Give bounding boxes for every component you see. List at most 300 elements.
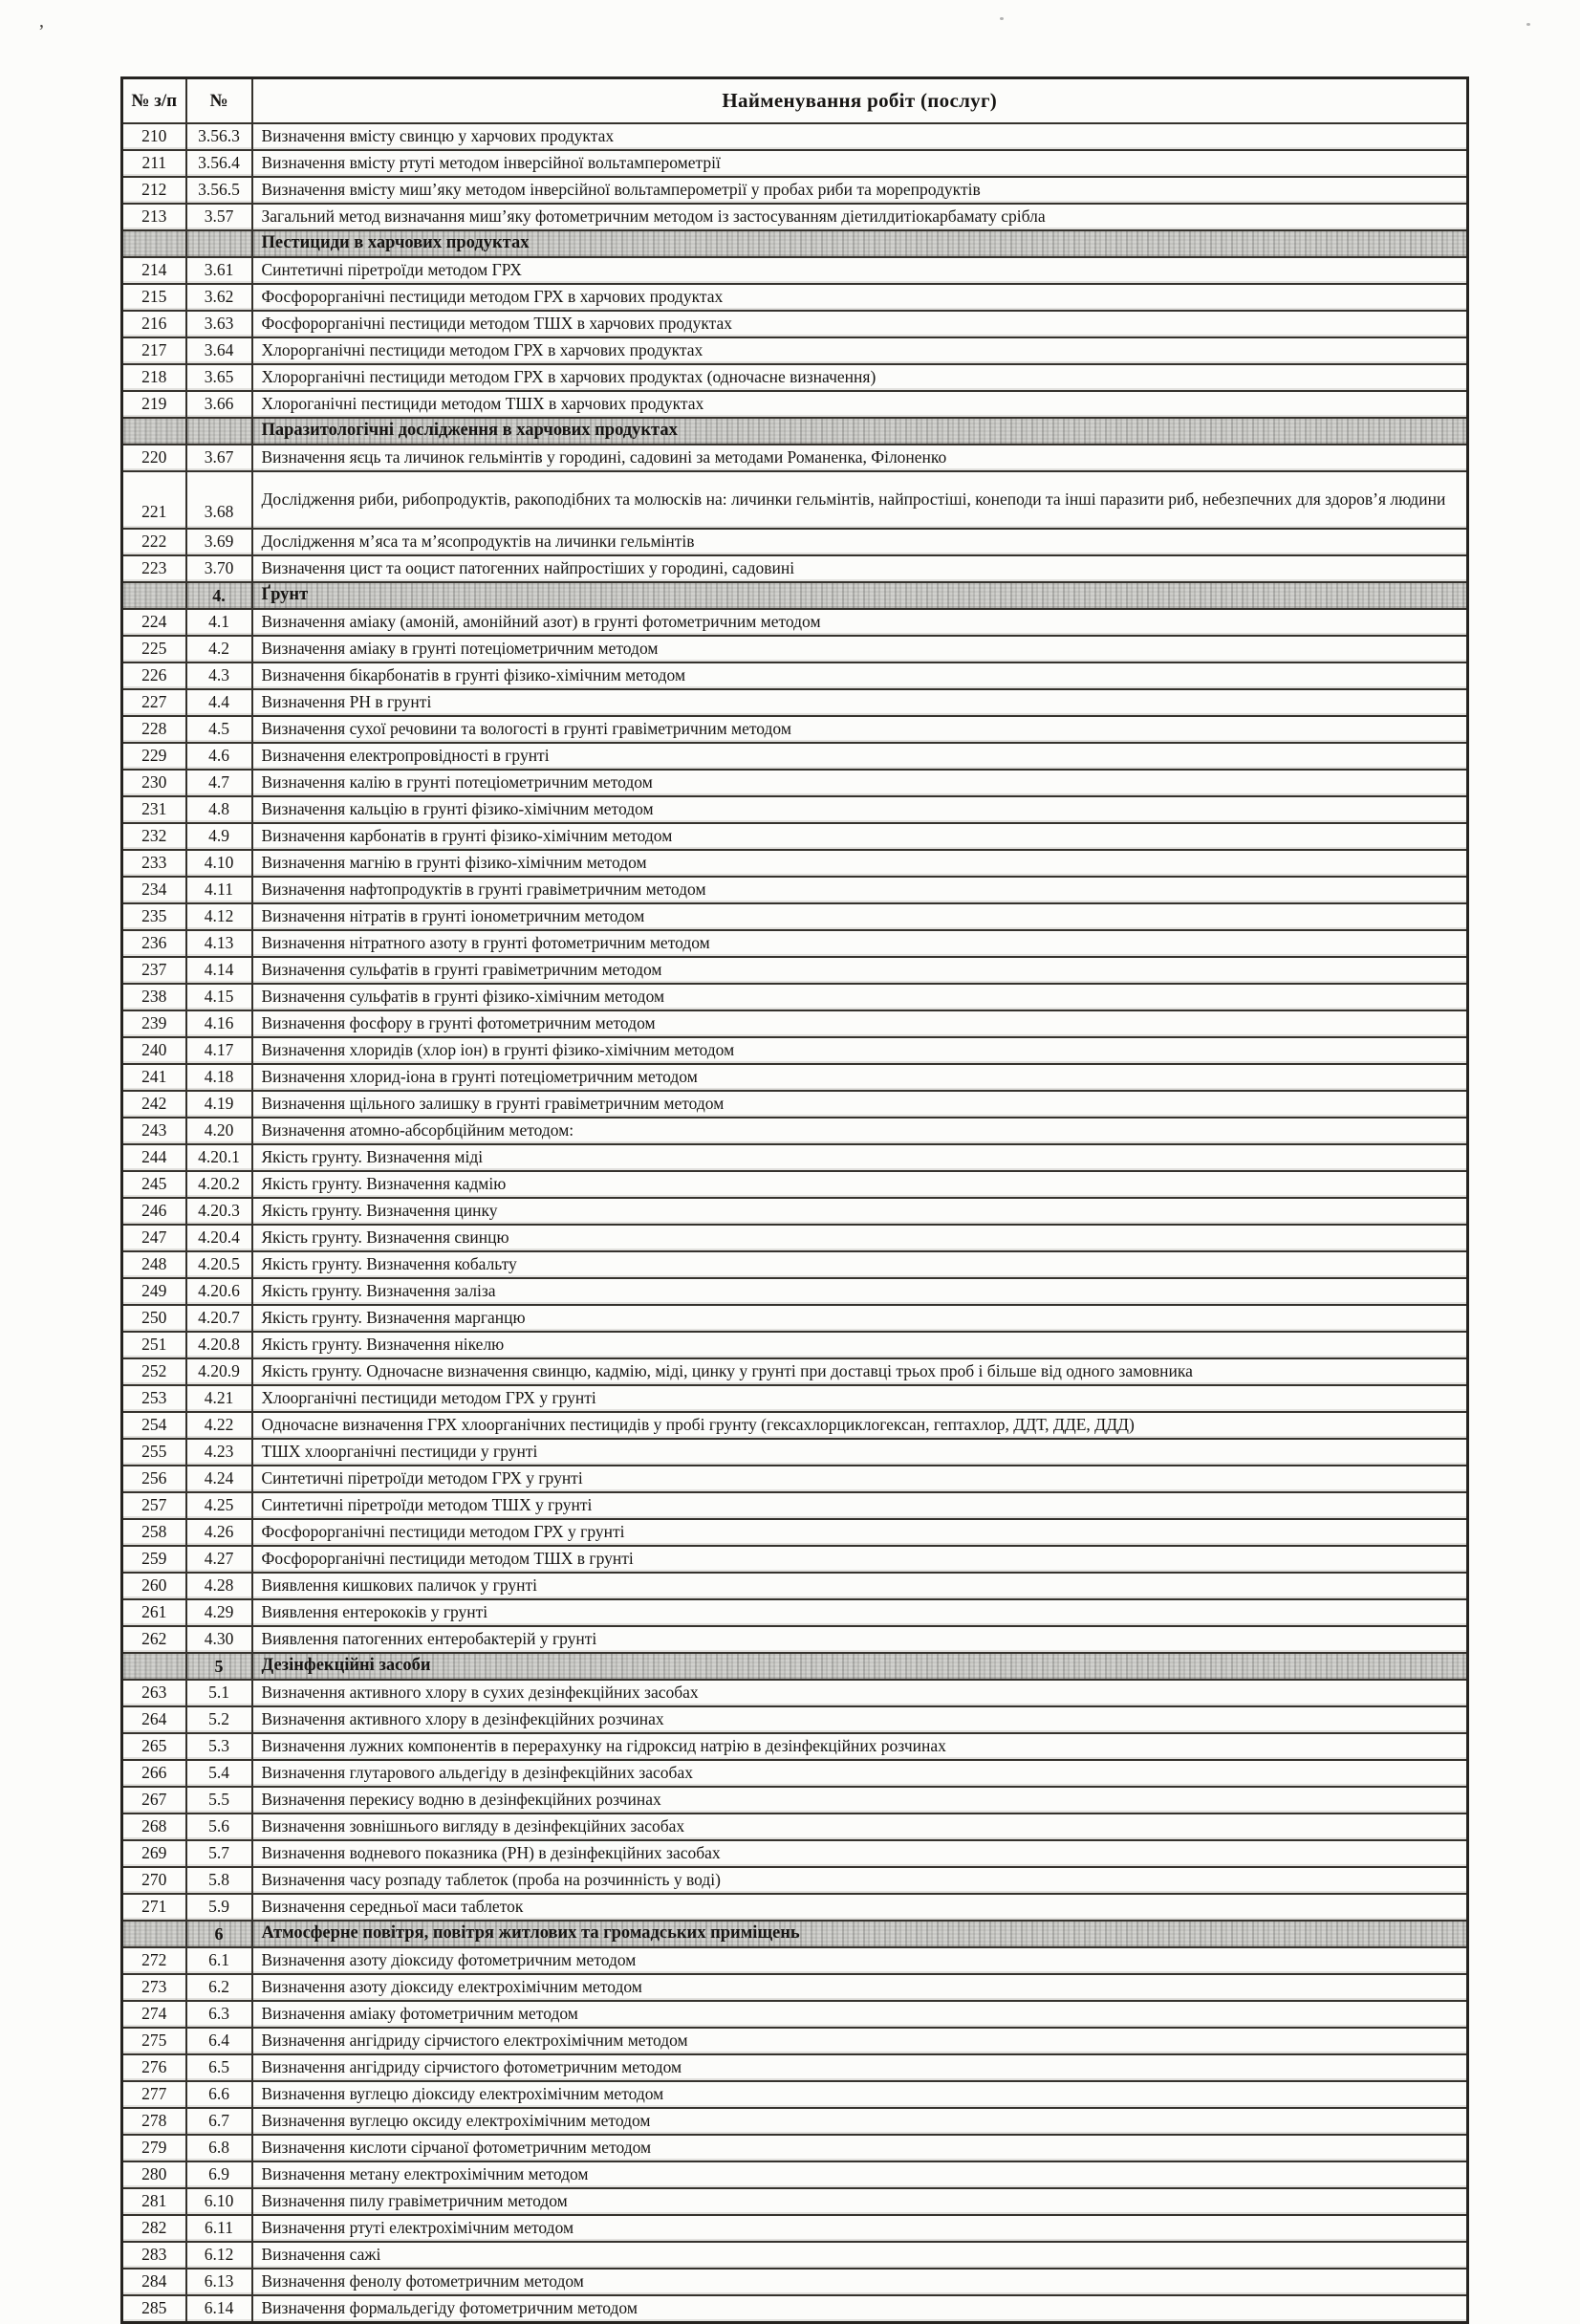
row-name-cell: Визначення хлорид-іона в грунті потеціометричним методом (252, 1064, 1468, 1091)
service-row (122, 957, 1468, 984)
row-index-cell: 238 (122, 984, 186, 1010)
service-row (122, 930, 1468, 957)
row-code-cell: 3.56.4 (186, 150, 252, 177)
row-index-cell: 256 (122, 1466, 186, 1492)
row-name-cell: Дезінфекційні засоби (252, 1653, 1468, 1680)
row-name-cell: Визначення карбонатів в грунті фізико-хімічним методом (252, 823, 1468, 850)
service-row (122, 1118, 1468, 1144)
row-index-cell: 210 (122, 123, 186, 150)
row-name-cell: Одночасне визначення ГРХ хлоорганічних пестицидів у пробі грунту (гексахлорциклогексан, гептахлор, ДДТ, ДДЕ, ДДД) (252, 1412, 1468, 1439)
row-index-cell: 282 (122, 2215, 186, 2242)
row-code-cell: 3.64 (186, 337, 252, 364)
row-code-cell: 4.14 (186, 957, 252, 984)
row-name-cell: Визначення нафтопродуктів в грунті гравіметричним методом (252, 877, 1468, 903)
service-row (122, 850, 1468, 877)
row-code-cell: 4.15 (186, 984, 252, 1010)
row-code-cell: 3.63 (186, 311, 252, 337)
row-index-cell: 232 (122, 823, 186, 850)
row-code-cell: 4.20.5 (186, 1251, 252, 1278)
service-row (122, 2028, 1468, 2054)
row-name-cell: Визначення магнію в грунті фізико-хімічним методом (252, 850, 1468, 877)
row-code-cell (186, 418, 252, 445)
row-name-cell: Паразитологічні дослідження в харчових продуктах (252, 418, 1468, 445)
service-row (122, 2242, 1468, 2269)
row-name-cell: Визначення зовнішнього вигляду в дезінфекційних засобах (252, 1814, 1468, 1840)
row-code-cell: 6.1 (186, 1947, 252, 1974)
service-row (122, 1439, 1468, 1466)
row-index-cell: 227 (122, 689, 186, 716)
service-row (122, 1787, 1468, 1814)
row-index-cell: 241 (122, 1064, 186, 1091)
row-index-cell: 214 (122, 257, 186, 284)
section-header-row (122, 1921, 1468, 1947)
row-index-cell: 229 (122, 743, 186, 770)
row-name-cell: Визначення аміаку (амоній, амонійний азот) в грунті фотометричним методом (252, 609, 1468, 636)
row-code-cell: 4.20.4 (186, 1225, 252, 1251)
service-row (122, 1091, 1468, 1118)
row-index-cell: 245 (122, 1171, 186, 1198)
row-code-cell: 6.10 (186, 2188, 252, 2215)
row-name-cell: Хлоорганічні пестициди методом ГРХ у грунті (252, 1385, 1468, 1412)
row-name-cell: Дослідження риби, рибопродуктів, ракоподібних та молюсків на: личинки гельмінтів, найпростіші, конеподи та інші паразити риб, небезпечних для здоров’я людини (252, 471, 1468, 529)
row-code-cell: 6.4 (186, 2028, 252, 2054)
row-code-cell: 4.20.7 (186, 1305, 252, 1332)
row-name-cell: Визначення аміаку в грунті потеціометричним методом (252, 636, 1468, 662)
service-row (122, 1278, 1468, 1305)
row-code-cell: 6.14 (186, 2295, 252, 2323)
row-index-cell: 248 (122, 1251, 186, 1278)
service-row (122, 609, 1468, 636)
service-row (122, 2001, 1468, 2028)
row-code-cell: 4.20.3 (186, 1198, 252, 1225)
row-name-cell: Якість грунту. Визначення цинку (252, 1198, 1468, 1225)
row-code-cell: 5.1 (186, 1680, 252, 1706)
row-name-cell: Визначення калію в грунті потеціометричним методом (252, 770, 1468, 796)
row-index-cell: 281 (122, 2188, 186, 2215)
row-name-cell: Визначення бікарбонатів в грунті фізико-хімічним методом (252, 662, 1468, 689)
table-header (122, 78, 1468, 124)
row-name-cell: Визначення перекису водню в дезінфекційних розчинах (252, 1787, 1468, 1814)
row-code-cell: 3.65 (186, 364, 252, 391)
row-name-cell: Визначення ангідриду сірчистого фотометричним методом (252, 2054, 1468, 2081)
row-index-cell: 259 (122, 1546, 186, 1573)
row-code-cell: 4.6 (186, 743, 252, 770)
row-index-cell: 226 (122, 662, 186, 689)
row-index-cell: 224 (122, 609, 186, 636)
row-code-cell: 6.12 (186, 2242, 252, 2269)
row-code-cell: 5.5 (186, 1787, 252, 1814)
service-row (122, 2188, 1468, 2215)
row-index-cell: 244 (122, 1144, 186, 1171)
row-index-cell: 216 (122, 311, 186, 337)
row-name-cell: Фосфорорганічні пестициди методом ТШХ в харчових продуктах (252, 311, 1468, 337)
row-name-cell: Фосфорорганічні пестициди методом ТШХ в грунті (252, 1546, 1468, 1573)
row-code-cell: 3.70 (186, 555, 252, 582)
row-code-cell: 3.69 (186, 529, 252, 555)
service-row (122, 150, 1468, 177)
service-row (122, 123, 1468, 150)
service-row (122, 1680, 1468, 1706)
row-name-cell: Визначення вмісту миш’яку методом інверсійної вольтамперометрії у пробах риби та морепродуктів (252, 177, 1468, 204)
row-code-cell: 4.24 (186, 1466, 252, 1492)
service-row (122, 770, 1468, 796)
service-row (122, 1947, 1468, 1974)
service-row (122, 284, 1468, 311)
service-row (122, 364, 1468, 391)
service-row (122, 1733, 1468, 1760)
column-header-name: Найменування робіт (послуг) (252, 78, 1468, 124)
row-name-cell: Визначення яєць та личинок гельмінтів у городині, садовині за методами Романенка, Філоненко (252, 445, 1468, 471)
service-row (122, 1492, 1468, 1519)
row-index-cell: 243 (122, 1118, 186, 1144)
row-name-cell: Визначення вмісту свинцю у харчових продуктах (252, 123, 1468, 150)
row-code-cell: 4.7 (186, 770, 252, 796)
row-name-cell: Визначення щільного залишку в грунті гравіметричним методом (252, 1091, 1468, 1118)
row-index-cell (122, 1921, 186, 1947)
service-row (122, 1251, 1468, 1278)
row-name-cell: Виявлення ентерококів у грунті (252, 1599, 1468, 1626)
row-name-cell: Визначення формальдегіду фотометричним методом (252, 2295, 1468, 2323)
row-index-cell: 265 (122, 1733, 186, 1760)
row-index-cell: 237 (122, 957, 186, 984)
row-index-cell: 253 (122, 1385, 186, 1412)
row-index-cell: 217 (122, 337, 186, 364)
row-index-cell: 254 (122, 1412, 186, 1439)
service-row (122, 1466, 1468, 1492)
row-code-cell: 4.26 (186, 1519, 252, 1546)
row-index-cell: 280 (122, 2161, 186, 2188)
service-row (122, 1144, 1468, 1171)
row-index-cell: 221 (122, 471, 186, 529)
section-header-row (122, 230, 1468, 257)
row-index-cell: 223 (122, 555, 186, 582)
row-index-cell (122, 582, 186, 609)
row-name-cell: Визначення сульфатів в грунті фізико-хімічним методом (252, 984, 1468, 1010)
row-name-cell: Виявлення патогенних ентеробактерій у грунті (252, 1626, 1468, 1653)
row-index-cell: 242 (122, 1091, 186, 1118)
row-code-cell: 4.8 (186, 796, 252, 823)
row-code-cell: 3.66 (186, 391, 252, 418)
service-row (122, 1626, 1468, 1653)
row-name-cell: Якість грунту. Визначення міді (252, 1144, 1468, 1171)
row-code-cell: 3.61 (186, 257, 252, 284)
row-name-cell: Визначення середньої маси таблеток (252, 1894, 1468, 1921)
section-header-row (122, 418, 1468, 445)
row-name-cell: Визначення водневого показника (РН) в дезінфекційних засобах (252, 1840, 1468, 1867)
service-row (122, 903, 1468, 930)
row-name-cell: Визначення лужних компонентів в перерахунку на гідроксид натрію в дезінфекційних розчинах (252, 1733, 1468, 1760)
service-row (122, 529, 1468, 555)
row-name-cell: Визначення атомно-абсорбційним методом: (252, 1118, 1468, 1144)
row-index-cell: 240 (122, 1037, 186, 1064)
row-index-cell: 278 (122, 2108, 186, 2135)
service-row (122, 2161, 1468, 2188)
row-index-cell: 225 (122, 636, 186, 662)
service-row (122, 743, 1468, 770)
service-row (122, 1412, 1468, 1439)
row-code-cell: 3.57 (186, 204, 252, 230)
row-name-cell: Визначення ангідриду сірчистого електрохімічним методом (252, 2028, 1468, 2054)
service-row (122, 257, 1468, 284)
row-name-cell: Хлорорганічні пестициди методом ГРХ в харчових продуктах (252, 337, 1468, 364)
row-index-cell (122, 1653, 186, 1680)
row-name-cell: Якість грунту. Визначення нікелю (252, 1332, 1468, 1358)
row-code-cell: 4.27 (186, 1546, 252, 1573)
row-name-cell: Визначення РН в грунті (252, 689, 1468, 716)
service-row (122, 204, 1468, 230)
row-code-cell: 4.25 (186, 1492, 252, 1519)
service-row (122, 796, 1468, 823)
row-code-cell: 5.4 (186, 1760, 252, 1787)
row-code-cell: 4.13 (186, 930, 252, 957)
row-name-cell: Хлорорганічні пестициди методом ГРХ в харчових продуктах (одночасне визначення) (252, 364, 1468, 391)
row-code-cell: 5.6 (186, 1814, 252, 1840)
row-code-cell: 3.56.5 (186, 177, 252, 204)
row-name-cell: Якість грунту. Визначення кобальту (252, 1251, 1468, 1278)
service-row (122, 823, 1468, 850)
service-row (122, 1225, 1468, 1251)
row-index-cell: 239 (122, 1010, 186, 1037)
row-code-cell: 3.68 (186, 471, 252, 529)
service-row (122, 1385, 1468, 1412)
row-code-cell: 4.2 (186, 636, 252, 662)
service-row (122, 877, 1468, 903)
row-name-cell: Визначення електропровідності в грунті (252, 743, 1468, 770)
row-index-cell: 212 (122, 177, 186, 204)
row-code-cell: 4.28 (186, 1573, 252, 1599)
row-code-cell: 4.30 (186, 1626, 252, 1653)
row-code-cell: 4.9 (186, 823, 252, 850)
row-name-cell: Визначення вуглецю діоксиду електрохімічним методом (252, 2081, 1468, 2108)
row-name-cell: Дослідження м’яса та м’ясопродуктів на личинки гельмінтів (252, 529, 1468, 555)
row-index-cell (122, 230, 186, 257)
row-index-cell: 215 (122, 284, 186, 311)
row-index-cell: 275 (122, 2028, 186, 2054)
row-name-cell: Пестициди в харчових продуктах (252, 230, 1468, 257)
column-header-index: № з/п (122, 78, 186, 124)
service-row (122, 1599, 1468, 1626)
service-row (122, 2269, 1468, 2295)
row-code-cell: 4.20.9 (186, 1358, 252, 1385)
row-code-cell: 4.18 (186, 1064, 252, 1091)
service-row (122, 1171, 1468, 1198)
row-code-cell: 4.20.1 (186, 1144, 252, 1171)
service-row (122, 1894, 1468, 1921)
service-row (122, 177, 1468, 204)
row-index-cell: 273 (122, 1974, 186, 2001)
row-code-cell: 5.3 (186, 1733, 252, 1760)
row-code-cell: 4.20.6 (186, 1278, 252, 1305)
row-name-cell: Синтетичні піретроїди методом ТШХ у грунті (252, 1492, 1468, 1519)
row-index-cell: 274 (122, 2001, 186, 2028)
service-row (122, 1332, 1468, 1358)
row-index-cell: 276 (122, 2054, 186, 2081)
row-code-cell: 4.20.8 (186, 1332, 252, 1358)
service-row (122, 445, 1468, 471)
row-name-cell: Визначення часу розпаду таблеток (проба на розчинність у воді) (252, 1867, 1468, 1894)
row-code-cell: 6.11 (186, 2215, 252, 2242)
row-index-cell: 213 (122, 204, 186, 230)
row-code-cell: 4.3 (186, 662, 252, 689)
row-index-cell: 252 (122, 1358, 186, 1385)
row-index-cell: 228 (122, 716, 186, 743)
row-code-cell: 6 (186, 1921, 252, 1947)
row-code-cell: 6.6 (186, 2081, 252, 2108)
row-name-cell: Визначення глутарового альдегіду в дезінфекційних засобах (252, 1760, 1468, 1787)
row-code-cell: 4. (186, 582, 252, 609)
service-row (122, 984, 1468, 1010)
service-row (122, 1198, 1468, 1225)
row-code-cell: 4.22 (186, 1412, 252, 1439)
row-index-cell: 230 (122, 770, 186, 796)
row-name-cell: Фосфорорганічні пестициди методом ГРХ в харчових продуктах (252, 284, 1468, 311)
row-code-cell: 4.23 (186, 1439, 252, 1466)
row-code-cell: 3.67 (186, 445, 252, 471)
service-row (122, 1814, 1468, 1840)
row-name-cell: Визначення кислоти сірчаної фотометричним методом (252, 2135, 1468, 2161)
row-name-cell: Визначення метану електрохімічним методом (252, 2161, 1468, 2188)
row-name-cell: Ґрунт (252, 582, 1468, 609)
row-code-cell: 6.3 (186, 2001, 252, 2028)
service-row (122, 1546, 1468, 1573)
row-name-cell: Синтетичні піретроїди методом ГРХ (252, 257, 1468, 284)
section-header-row (122, 582, 1468, 609)
service-row (122, 1358, 1468, 1385)
row-code-cell: 4.11 (186, 877, 252, 903)
row-index-cell: 222 (122, 529, 186, 555)
row-index-cell: 231 (122, 796, 186, 823)
row-code-cell: 4.1 (186, 609, 252, 636)
row-name-cell: Визначення азоту діоксиду фотометричним методом (252, 1947, 1468, 1974)
row-index-cell: 260 (122, 1573, 186, 1599)
row-code-cell: 5 (186, 1653, 252, 1680)
row-name-cell: Визначення кальцію в грунті фізико-хімічним методом (252, 796, 1468, 823)
service-row (122, 2215, 1468, 2242)
row-index-cell: 266 (122, 1760, 186, 1787)
row-code-cell (186, 230, 252, 257)
row-code-cell: 4.16 (186, 1010, 252, 1037)
row-name-cell: Визначення сажі (252, 2242, 1468, 2269)
row-index-cell: 250 (122, 1305, 186, 1332)
service-row (122, 1974, 1468, 2001)
row-name-cell: Визначення сухої речовини та вологості в грунті гравіметричним методом (252, 716, 1468, 743)
service-row (122, 1037, 1468, 1064)
row-code-cell: 4.19 (186, 1091, 252, 1118)
row-name-cell: Хлороганічні пестициди методом ТШХ в харчових продуктах (252, 391, 1468, 418)
row-name-cell: Визначення активного хлору в дезінфекційних розчинах (252, 1706, 1468, 1733)
row-index-cell: 255 (122, 1439, 186, 1466)
row-code-cell: 4.20.2 (186, 1171, 252, 1198)
table-body (122, 123, 1468, 2323)
row-index-cell (122, 418, 186, 445)
service-row (122, 1064, 1468, 1091)
service-row (122, 2054, 1468, 2081)
row-name-cell: Визначення хлоридів (хлор іон) в грунті фізико-хімічним методом (252, 1037, 1468, 1064)
row-name-cell: Загальний метод визначання миш’яку фотометричним методом із застосуванням діетилдитіокарбамату срібла (252, 204, 1468, 230)
row-code-cell: 3.62 (186, 284, 252, 311)
row-code-cell: 6.7 (186, 2108, 252, 2135)
row-code-cell: 4.20 (186, 1118, 252, 1144)
row-index-cell: 283 (122, 2242, 186, 2269)
row-name-cell: Визначення пилу гравіметричним методом (252, 2188, 1468, 2215)
row-code-cell: 5.7 (186, 1840, 252, 1867)
row-name-cell: Визначення вуглецю оксиду електрохімічним методом (252, 2108, 1468, 2135)
row-code-cell: 4.12 (186, 903, 252, 930)
row-code-cell: 5.9 (186, 1894, 252, 1921)
services-table (120, 76, 1469, 2324)
service-row (122, 2295, 1468, 2323)
row-index-cell: 284 (122, 2269, 186, 2295)
row-code-cell: 4.10 (186, 850, 252, 877)
row-code-cell: 6.2 (186, 1974, 252, 2001)
row-index-cell: 218 (122, 364, 186, 391)
row-index-cell: 270 (122, 1867, 186, 1894)
row-name-cell: Якість грунту. Одночасне визначення свинцю, кадмію, міді, цинку у грунті при доставці трьох проб і більше від одного замовника (252, 1358, 1468, 1385)
service-row (122, 1760, 1468, 1787)
row-code-cell: 6.9 (186, 2161, 252, 2188)
row-index-cell: 267 (122, 1787, 186, 1814)
row-index-cell: 247 (122, 1225, 186, 1251)
row-index-cell: 219 (122, 391, 186, 418)
row-index-cell: 264 (122, 1706, 186, 1733)
row-index-cell: 272 (122, 1947, 186, 1974)
row-code-cell: 4.5 (186, 716, 252, 743)
table-header-row (122, 78, 1468, 124)
service-row (122, 471, 1468, 529)
row-index-cell: 262 (122, 1626, 186, 1653)
row-code-cell: 6.5 (186, 2054, 252, 2081)
row-index-cell: 251 (122, 1332, 186, 1358)
row-index-cell: 211 (122, 150, 186, 177)
scan-artifact-mark: ’ (38, 21, 45, 42)
row-index-cell: 258 (122, 1519, 186, 1546)
service-row (122, 2081, 1468, 2108)
row-name-cell: Атмосферне повітря, повітря житлових та громадських приміщень (252, 1921, 1468, 1947)
service-row (122, 716, 1468, 743)
row-code-cell: 5.2 (186, 1706, 252, 1733)
row-name-cell: Визначення вмісту ртуті методом інверсійної вольтамперометрії (252, 150, 1468, 177)
row-name-cell: Фосфорорганічні пестициди методом ГРХ у грунті (252, 1519, 1468, 1546)
scan-speck (1000, 17, 1004, 20)
scan-speck (1526, 23, 1530, 26)
service-row (122, 636, 1468, 662)
row-code-cell: 4.29 (186, 1599, 252, 1626)
row-code-cell: 4.4 (186, 689, 252, 716)
service-row (122, 555, 1468, 582)
service-row (122, 1706, 1468, 1733)
column-header-code: № (186, 78, 252, 124)
row-index-cell: 285 (122, 2295, 186, 2323)
row-code-cell: 5.8 (186, 1867, 252, 1894)
row-name-cell: Визначення сульфатів в грунті гравіметричним методом (252, 957, 1468, 984)
service-row (122, 1519, 1468, 1546)
row-name-cell: ТШХ хлоорганічні пестициди у грунті (252, 1439, 1468, 1466)
row-name-cell: Визначення фенолу фотометричним методом (252, 2269, 1468, 2295)
row-index-cell: 233 (122, 850, 186, 877)
row-name-cell: Визначення цист та ооцист патогенних найпростіших у городині, садовині (252, 555, 1468, 582)
row-name-cell: Визначення аміаку фотометричним методом (252, 2001, 1468, 2028)
service-row (122, 1305, 1468, 1332)
row-index-cell: 271 (122, 1894, 186, 1921)
row-index-cell: 234 (122, 877, 186, 903)
service-row (122, 1573, 1468, 1599)
row-index-cell: 235 (122, 903, 186, 930)
service-row (122, 689, 1468, 716)
row-name-cell: Визначення активного хлору в сухих дезінфекційних засобах (252, 1680, 1468, 1706)
row-index-cell: 268 (122, 1814, 186, 1840)
row-code-cell: 4.21 (186, 1385, 252, 1412)
service-row (122, 337, 1468, 364)
